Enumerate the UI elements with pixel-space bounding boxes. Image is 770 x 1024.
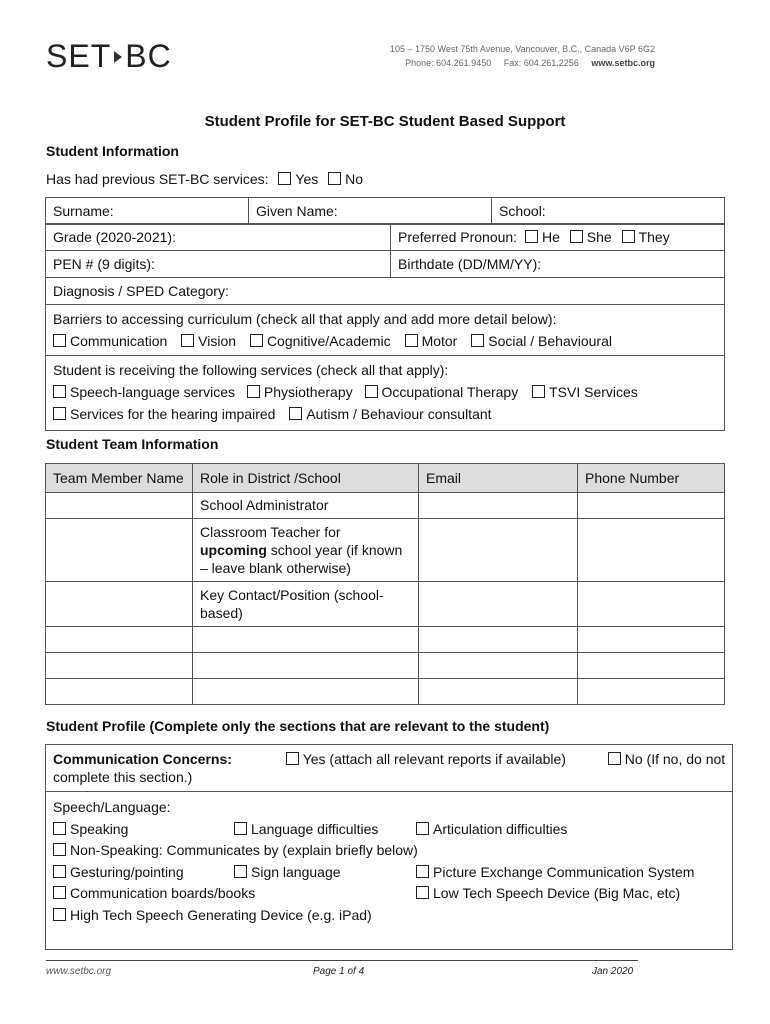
barrier-cognitive-checkbox[interactable] [250,334,263,347]
service-hearing-checkbox[interactable] [53,407,66,420]
communication-table [45,744,733,950]
comm-concerns-cell: Communication Concerns: Yes (attach all relevant reports if available) No (If no, do not complete this section.) [46,745,733,792]
footer-page-number: Page 1 of 4 [313,966,365,977]
page-title: Student Profile for SET-BC Student Based Support [204,113,566,130]
given-name-field[interactable]: Given Name: [249,198,492,225]
service-ot-checkbox[interactable] [365,385,378,398]
footer-date: Jan 2020 [592,966,634,977]
sign-language-checkbox[interactable] [234,865,247,878]
previous-services-no-checkbox[interactable] [328,172,341,185]
barrier-communication-checkbox[interactable] [53,334,66,347]
pecs-checkbox[interactable] [416,865,429,878]
pronoun-they-checkbox[interactable] [622,230,635,243]
pronoun-she-checkbox[interactable] [570,230,583,243]
language-difficulties-checkbox[interactable] [234,822,247,835]
comm-yes-checkbox[interactable] [286,752,299,765]
diagnosis-field[interactable]: Diagnosis / SPED Category: [46,278,725,305]
barriers-cell: Barriers to accessing curriculum (check all that apply and add more detail below): Communication Vision Cognitive/Academic Motor Social / Behavioural [46,305,725,356]
table-row [46,493,725,519]
previous-services-yes-checkbox[interactable] [278,172,291,185]
birthdate-field[interactable]: Birthdate (DD/MM/YY): [391,251,725,278]
student-info-heading: Student Information [46,143,179,159]
header-address: 105 – 1750 West 75th Avenue, Vancouver, B.C., Canada V6P 6G2 [389,44,655,54]
student-info-table-2 [45,223,725,431]
service-speech-checkbox[interactable] [53,385,66,398]
role-cell: School Administrator [193,493,419,519]
table-row [46,519,725,582]
non-speaking-checkbox[interactable] [53,843,66,856]
col-phone: Phone Number [578,464,725,493]
barrier-motor-checkbox[interactable] [405,334,418,347]
team-name-cell[interactable] [46,582,193,627]
phone-cell[interactable] [578,519,725,582]
barrier-vision-checkbox[interactable] [181,334,194,347]
phone-cell[interactable] [578,582,725,627]
team-table [45,463,725,705]
previous-services-row: Has had previous SET-BC services: Yes No [46,171,364,187]
col-email: Email [419,464,578,493]
school-field[interactable]: School: [492,198,725,225]
speech-language-cell: Speech/Language: Speaking Language difficulties Articulation difficulties Non-Speaking: Communicates by (explain briefly below) Gesturing/pointing Sign language Picture Exchange Communication System Communication boards/books Low Tech Speech Device (Big Mac, etc) High Tech Speech Generating Device (e.g. iPad) [46,792,733,950]
header-website-link[interactable]: www.setbc.org [591,58,655,68]
footer-divider [46,960,638,961]
table-row [46,653,725,679]
speaking-checkbox[interactable] [53,822,66,835]
barrier-social-checkbox[interactable] [471,334,484,347]
high-tech-checkbox[interactable] [53,908,66,921]
pronoun-he-checkbox[interactable] [525,230,538,243]
comm-boards-checkbox[interactable] [53,886,66,899]
pen-field[interactable]: PEN # (9 digits): [46,251,391,278]
email-cell[interactable] [419,582,578,627]
articulation-checkbox[interactable] [416,822,429,835]
service-autism-checkbox[interactable] [289,407,302,420]
col-role: Role in District /School [193,464,419,493]
pronoun-field: Preferred Pronoun: He She They [391,224,725,251]
role-cell: Classroom Teacher for upcoming school year (if known – leave blank otherwise) [193,519,419,582]
team-name-cell[interactable] [46,519,193,582]
gesturing-checkbox[interactable] [53,865,66,878]
surname-field[interactable]: Surname: [46,198,249,225]
col-team-member: Team Member Name [46,464,193,493]
table-row [46,582,725,627]
table-row [46,627,725,653]
services-cell: Student is receiving the following services (check all that apply): Speech-language services Physiotherapy Occupational Therapy TSVI Services Services for the hearing impaired Autism / Behaviour consultant [46,356,725,431]
service-physio-checkbox[interactable] [247,385,260,398]
profile-heading: Student Profile (Complete only the sections that are relevant to the student) [46,718,550,734]
comm-no-checkbox[interactable] [608,752,621,765]
student-info-table [45,197,725,225]
grade-field[interactable]: Grade (2020-2021): [46,224,391,251]
low-tech-checkbox[interactable] [416,886,429,899]
email-cell[interactable] [419,519,578,582]
header-contact: Phone: 604.261.9450 Fax: 604.261.2256 www.setbc.org [405,58,655,68]
team-name-cell[interactable] [46,493,193,519]
setbc-logo: SET BC [46,38,172,74]
service-tsvi-checkbox[interactable] [532,385,545,398]
footer-website[interactable]: www.setbc.org [46,966,112,977]
table-row [46,679,725,705]
team-heading: Student Team Information [46,436,219,452]
role-cell: Key Contact/Position (school-based) [193,582,419,627]
phone-cell[interactable] [578,493,725,519]
email-cell[interactable] [419,493,578,519]
logo-arrow-icon [114,51,122,63]
